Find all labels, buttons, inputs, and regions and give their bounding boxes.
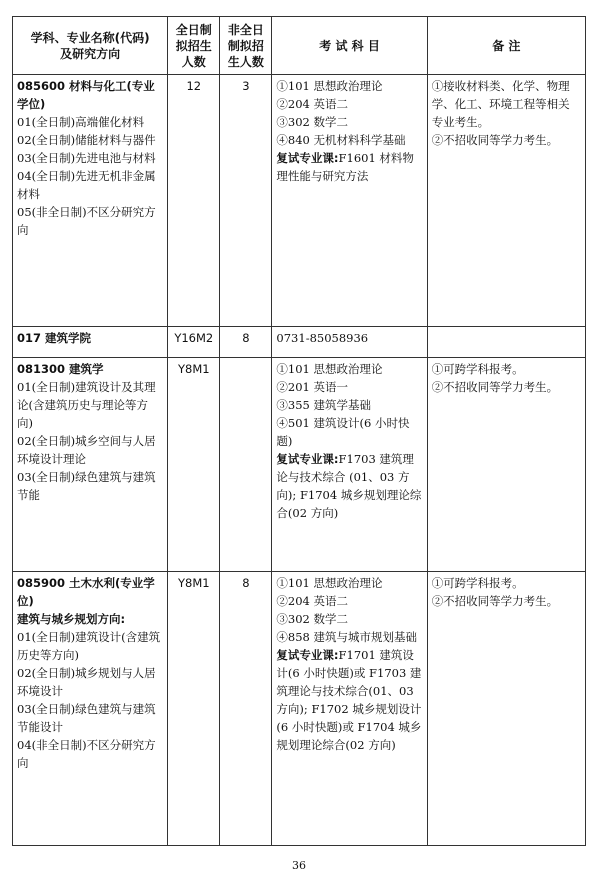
table-row bbox=[13, 75, 586, 327]
header-major: 学科、专业名称(代码) 及研究方向 bbox=[13, 17, 168, 75]
exam-item: ④501 建筑设计(6 小时快题) bbox=[276, 416, 410, 448]
fulltime-quota: Y8M1 bbox=[168, 572, 220, 846]
parttime-quota bbox=[220, 358, 272, 572]
direction-item: 01(全日制)建筑设计及其理论(含建筑历史与理论等方向) bbox=[17, 380, 156, 430]
major-cell bbox=[13, 75, 168, 327]
note-item: ②不招收同等学力考生。 bbox=[431, 380, 559, 394]
major-subtitle: 建筑与城乡规划方向: bbox=[17, 612, 126, 626]
table-row bbox=[13, 572, 586, 846]
header-parttime: 非全日 制拟招 生人数 bbox=[220, 17, 272, 75]
parttime-quota: 8 bbox=[220, 327, 272, 358]
retest-subject: F1703 建筑理论与技术综合 (01、03 方向); F1704 城乡规划理论综合(02 方向) bbox=[276, 452, 422, 520]
direction-item: 03(全日制)先进电池与材料 bbox=[17, 151, 156, 165]
exam-item: ①101 思想政治理论 bbox=[276, 79, 383, 93]
department-name: 017 建筑学院 bbox=[13, 327, 168, 358]
retest-label: 复试专业课: bbox=[276, 452, 339, 466]
exam-item: ③302 数学二 bbox=[276, 115, 349, 129]
fulltime-quota: 12 bbox=[168, 75, 220, 327]
parttime-quota: 3 bbox=[220, 75, 272, 327]
notes-cell bbox=[427, 572, 585, 846]
note-item: ①可跨学科报考。 bbox=[431, 362, 524, 376]
direction-item: 02(全日制)城乡规划与人居环境设计 bbox=[17, 666, 156, 698]
retest-label: 复试专业课: bbox=[276, 151, 339, 165]
note-item: ②不招收同等学力考生。 bbox=[431, 133, 559, 147]
direction-item: 03(全日制)绿色建筑与建筑节能 bbox=[17, 470, 156, 502]
department-phone: 0731-85058936 bbox=[272, 327, 427, 358]
fulltime-quota: Y16M2 bbox=[168, 327, 220, 358]
direction-item: 04(非全日制)不区分研究方向 bbox=[17, 738, 156, 770]
page-number: 36 bbox=[292, 859, 306, 872]
table-row bbox=[13, 358, 586, 572]
direction-item: 01(全日制)建筑设计(含建筑历史等方向) bbox=[17, 630, 161, 662]
exam-item: ②204 英语二 bbox=[276, 594, 349, 608]
exam-cell bbox=[272, 75, 427, 327]
direction-item: 01(全日制)高端催化材料 bbox=[17, 115, 145, 129]
parttime-quota: 8 bbox=[220, 572, 272, 846]
notes-cell bbox=[427, 75, 585, 327]
major-cell bbox=[13, 358, 168, 572]
exam-item: ②204 英语二 bbox=[276, 97, 349, 111]
major-title: 085600 材料与化工(专业学位) bbox=[17, 79, 155, 111]
admissions-table bbox=[12, 16, 586, 846]
note-item: ①接收材料类、化学、物理学、化工、环境工程等相关专业考生。 bbox=[431, 79, 570, 129]
exam-item: ③302 数学二 bbox=[276, 612, 349, 626]
direction-item: 04(全日制)先进无机非金属材料 bbox=[17, 169, 156, 201]
department-row bbox=[13, 327, 586, 358]
fulltime-quota: Y8M1 bbox=[168, 358, 220, 572]
notes-cell bbox=[427, 358, 585, 572]
exam-item: ④858 建筑与城市规划基础 bbox=[276, 630, 418, 644]
exam-item: ②201 英语一 bbox=[276, 380, 349, 394]
major-cell bbox=[13, 572, 168, 846]
direction-item: 02(全日制)城乡空间与人居环境设计理论 bbox=[17, 434, 156, 466]
direction-item: 03(全日制)绿色建筑与建筑节能设计 bbox=[17, 702, 156, 734]
retest-subject: F1701 建筑设计(6 小时快题)或 F1703 建筑理论与技术综合(01、03 方向); F1702 城乡规划设计(6 小时快题)或 F1704 城乡规划理论综合(02 方向) bbox=[276, 648, 422, 752]
retest-label: 复试专业课: bbox=[276, 648, 339, 662]
major-title: 081300 建筑学 bbox=[17, 362, 104, 376]
exam-item: ①101 思想政治理论 bbox=[276, 362, 383, 376]
exam-item: ④840 无机材料科学基础 bbox=[276, 133, 406, 147]
header-exam: 考 试 科 目 bbox=[272, 17, 427, 75]
major-title: 085900 土木水利(专业学位) bbox=[17, 576, 155, 608]
header-notes: 备 注 bbox=[427, 17, 585, 75]
exam-item: ①101 思想政治理论 bbox=[276, 576, 383, 590]
header-fulltime: 全日制 拟招生 人数 bbox=[168, 17, 220, 75]
note-item: ②不招收同等学力考生。 bbox=[431, 594, 559, 608]
direction-item: 02(全日制)储能材料与器件 bbox=[17, 133, 156, 147]
direction-item: 05(非全日制)不区分研究方向 bbox=[17, 205, 156, 237]
retest-subject: F1601 材料物理性能与研究方法 bbox=[276, 151, 414, 183]
notes-cell bbox=[427, 327, 585, 358]
table-header-row bbox=[13, 17, 586, 75]
exam-item: ③355 建筑学基础 bbox=[276, 398, 372, 412]
exam-cell bbox=[272, 572, 427, 846]
exam-cell bbox=[272, 358, 427, 572]
note-item: ①可跨学科报考。 bbox=[431, 576, 524, 590]
